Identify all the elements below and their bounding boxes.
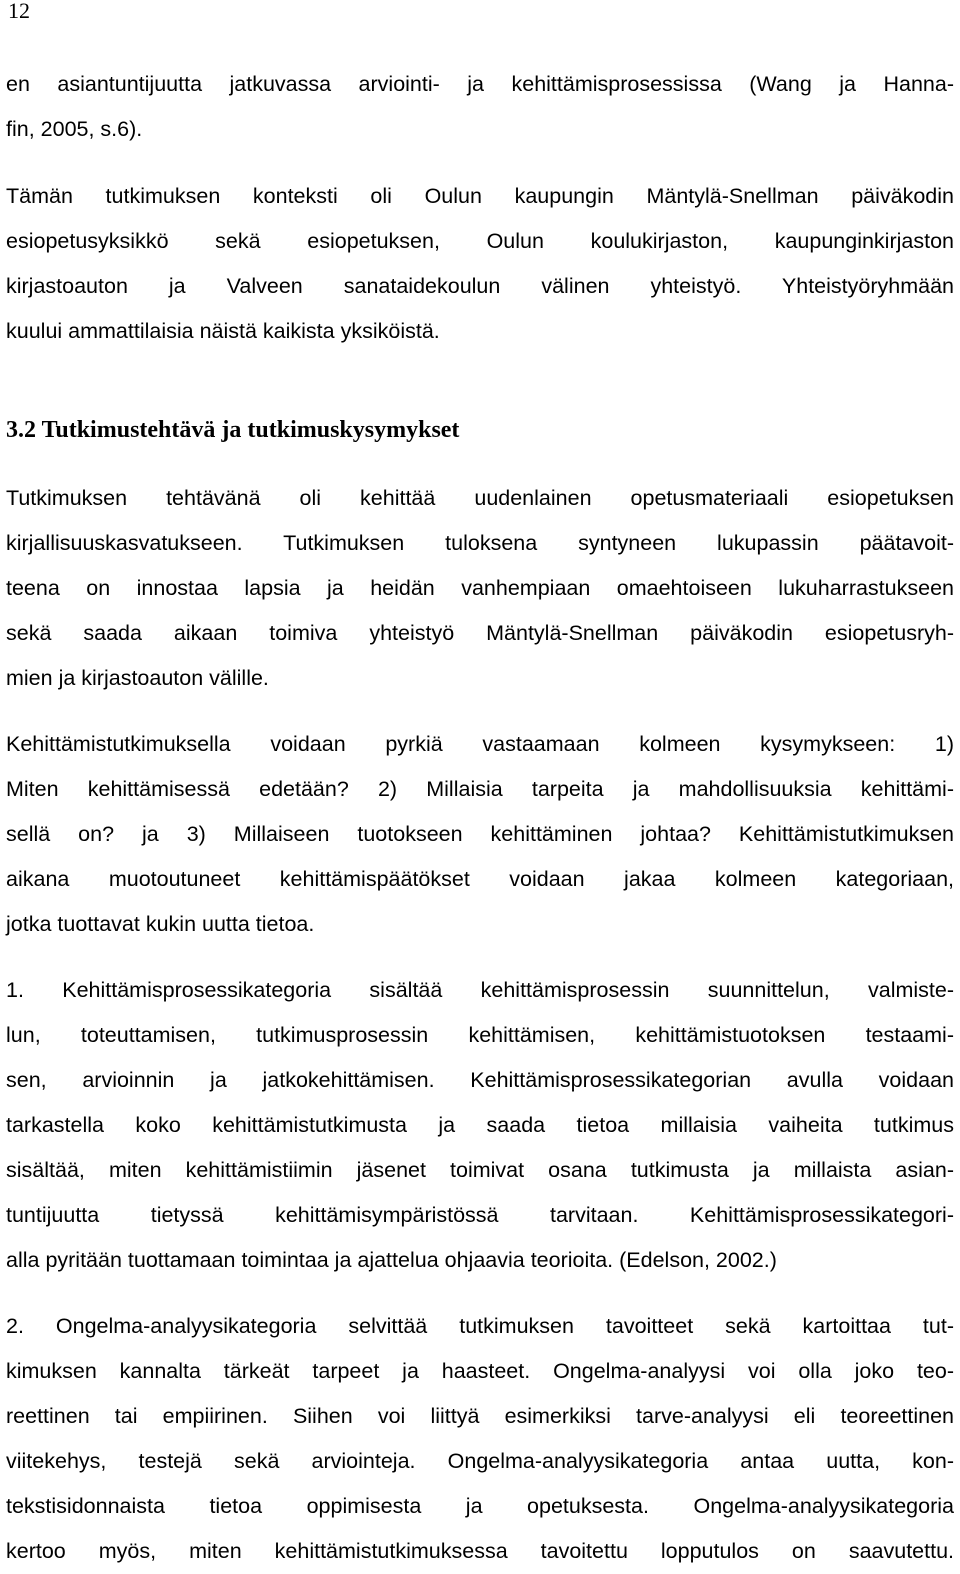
text-line: Miten kehittämisessä edetään? 2) Millaisia tarpeita ja mahdollisuuksia kehittämi- — [6, 777, 954, 801]
text-line: kirjallisuuskasvatukseen. Tutkimuksen tuloksena syntyneen lukupassin päätavoit- — [6, 531, 954, 555]
text-line: en asiantuntijuutta jatkuvassa arviointi- ja kehittämisprosessissa (Wang ja Hanna- — [6, 72, 954, 96]
text-line: sekä saada aikaan toimiva yhteistyö Mäntylä-Snellman päiväkodin esiopetusryh- — [6, 621, 954, 645]
text-line: 1. Kehittämisprosessikategoria sisältää kehittämisprosessin suunnittelun, valmiste- — [6, 978, 954, 1002]
text-line: lun, toteuttamisen, tutkimusprosessin kehittämisen, kehittämistuotoksen testaami- — [6, 1023, 954, 1047]
text-line: kertoo myös, miten kehittämistutkimuksessa tavoitettu lopputulos on saavutettu. — [6, 1539, 954, 1563]
paragraph-task — [6, 476, 954, 701]
text-line: tekstisidonnaista tietoa oppimisesta ja opetuksesta. Ongelma-analyysikategoria — [6, 1494, 954, 1518]
text-line: Tämän tutkimuksen konteksti oli Oulun kaupungin Mäntylä-Snellman päiväkodin — [6, 184, 954, 208]
text-line: aikana muotoutuneet kehittämispäätökset voidaan jakaa kolmeen kategoriaan, — [6, 867, 954, 891]
text-line: 2. Ongelma-analyysikategoria selvittää tutkimuksen tavoitteet sekä kartoittaa tut- — [6, 1314, 954, 1338]
paragraph-continuation — [6, 62, 954, 152]
paragraph-research-questions — [6, 722, 954, 947]
paragraph-context — [6, 174, 954, 354]
text-line: kuului ammattilaisia näistä kaikista yksiköistä. — [6, 319, 440, 343]
text-line: fin, 2005, s.6). — [6, 117, 143, 141]
text-line: Kehittämistutkimuksella voidaan pyrkiä vastaamaan kolmeen kysymykseen: 1) — [6, 732, 954, 756]
text-line: Tutkimuksen tehtävänä oli kehittää uudenlainen opetusmateriaali esiopetuksen — [6, 486, 954, 510]
text-line: tuntijuutta tietyssä kehittämisympäristössä tarvitaan. Kehittämisprosessikategori- — [6, 1203, 954, 1227]
text-line: esiopetusyksikkö sekä esiopetuksen, Oulun koulukirjaston, kaupunginkirjaston — [6, 229, 954, 253]
text-line: tarkastella koko kehittämistutkimusta ja saada tietoa millaisia vaiheita tutkimus — [6, 1113, 954, 1137]
text-line: sellä on? ja 3) Millaiseen tuotokseen kehittäminen johtaa? Kehittämistutkimuksen — [6, 822, 954, 846]
text-line: teena on innostaa lapsia ja heidän vanhempiaan omaehtoiseen lukuharrastukseen — [6, 576, 954, 600]
text-line: kimuksen kannalta tärkeät tarpeet ja haasteet. Ongelma-analyysi voi olla joko teo- — [6, 1359, 954, 1383]
text-line: reettinen tai empiirinen. Siihen voi liittyä esimerkiksi tarve-analyysi eli teoreettinen — [6, 1404, 954, 1428]
text-line: mien ja kirjastoauton välille. — [6, 666, 269, 690]
text-line: kirjastoauton ja Valveen sanataidekoulun välinen yhteistyö. Yhteistyöryhmään — [6, 274, 954, 298]
section-heading: 3.2 Tutkimustehtävä ja tutkimuskysymykset — [6, 417, 460, 443]
text-line: sisältää, miten kehittämistiimin jäsenet toimivat osana tutkimusta ja millaista asian- — [6, 1158, 954, 1182]
text-line: viitekehys, testejä sekä arviointeja. Ongelma-analyysikategoria antaa uutta, kon- — [6, 1449, 954, 1473]
page-number: 12 — [8, 0, 30, 23]
text-line: jotka tuottavat kukin uutta tietoa. — [6, 912, 315, 936]
text-line: alla pyritään tuottamaan toimintaa ja ajattelua ohjaavia teorioita. (Edelson, 2002.) — [6, 1248, 777, 1272]
paragraph-category-2 — [6, 1304, 954, 1574]
paragraph-category-1 — [6, 968, 954, 1283]
text-line: sen, arvioinnin ja jatkokehittämisen. Kehittämisprosessikategorian avulla voidaan — [6, 1068, 954, 1092]
